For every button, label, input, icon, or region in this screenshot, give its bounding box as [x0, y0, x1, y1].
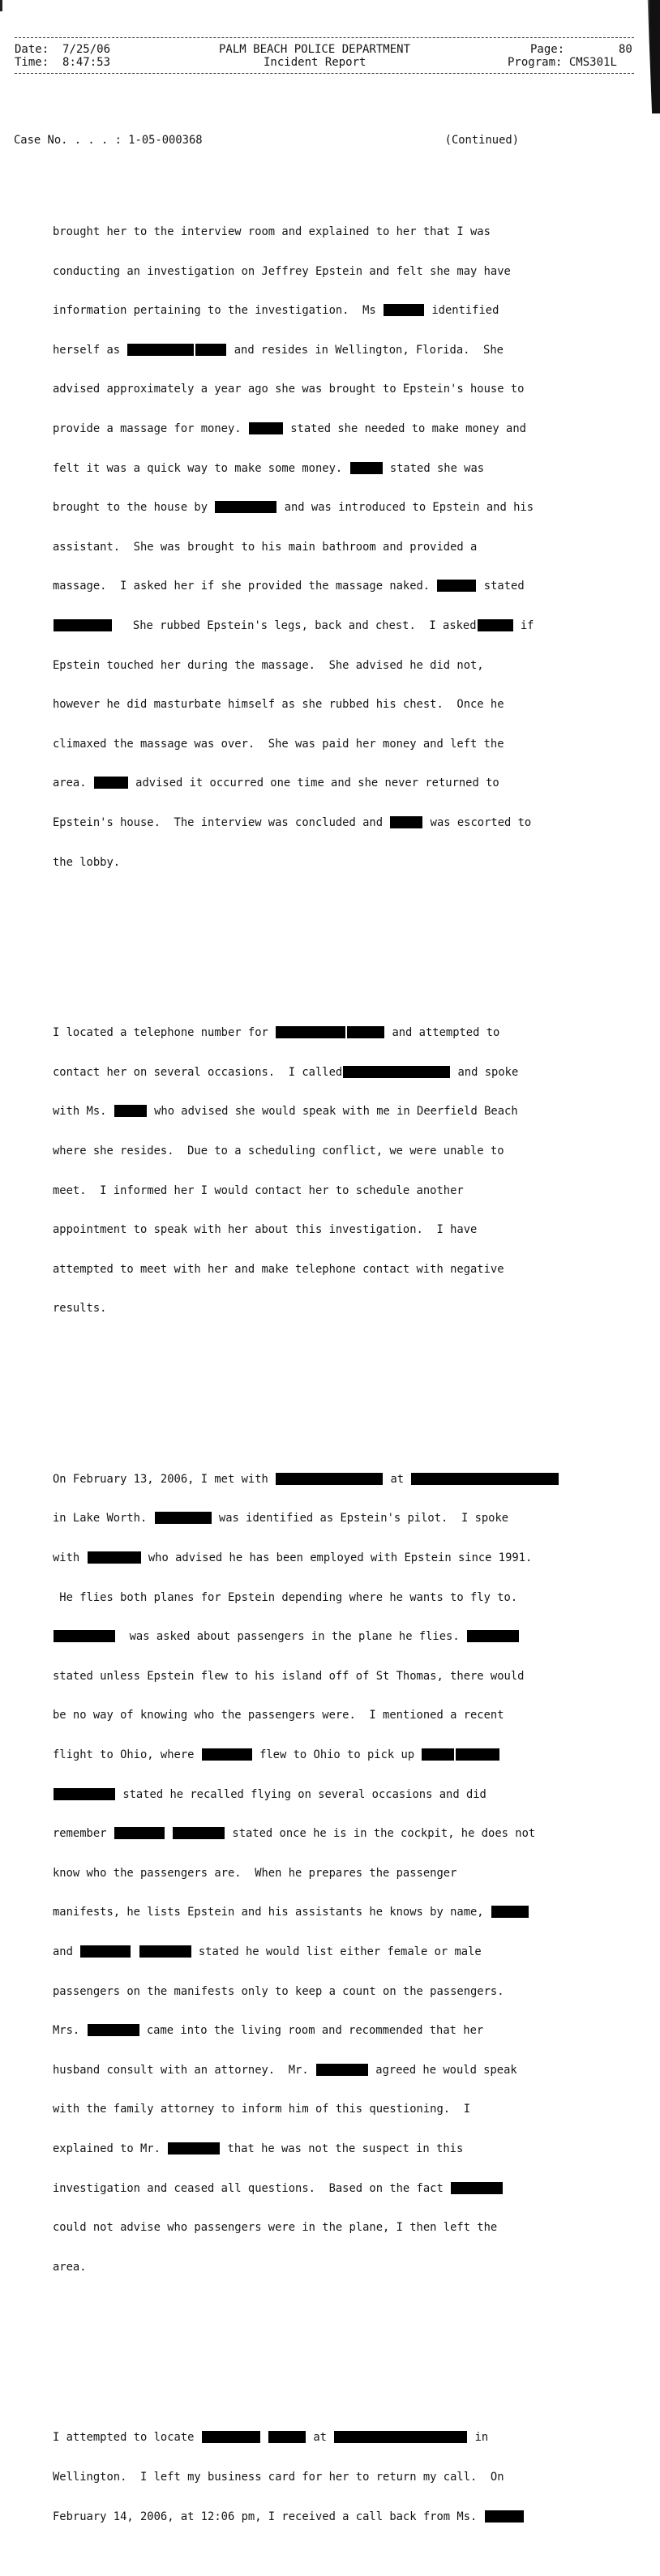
redaction-block — [485, 2510, 524, 2523]
redaction-block — [343, 1066, 450, 1078]
date-value: 7/25/06 — [62, 43, 111, 56]
redaction-block — [168, 2142, 220, 2155]
redaction-block — [350, 462, 383, 474]
redaction-block — [114, 1105, 147, 1117]
header-top-rule — [15, 37, 634, 38]
paragraph-3 — [14, 1446, 559, 2300]
report-body — [14, 94, 559, 2576]
text-line: explained to Mr. that he was not the suspect in this — [53, 2142, 464, 2155]
text-line: in Lake Worth. was identified as Epstein's pilot. I spoke — [53, 1512, 509, 1525]
redaction-block — [491, 1906, 529, 1918]
text-line: be no way of knowing who the passengers were. I mentioned a recent — [53, 1709, 504, 1722]
redaction-block — [94, 777, 128, 789]
text-line: massage. I asked her if she provided the massage naked. stated — [53, 580, 525, 593]
redaction-block — [80, 1945, 131, 1958]
text-line: husband consult with an attorney. Mr. agreed he would speak — [53, 2063, 517, 2077]
scan-corner-mark — [0, 0, 2, 11]
text-line: with the family attorney to inform him of this questioning. I — [53, 2103, 470, 2116]
text-line: remember stated once he is in the cockpit, he does not — [53, 1827, 536, 1841]
redaction-block — [249, 422, 283, 434]
time-label: Time: — [15, 56, 49, 69]
case-line — [14, 134, 559, 147]
header-bottom-rule — [15, 73, 634, 74]
redaction-block — [195, 344, 226, 356]
redaction-block — [384, 304, 424, 316]
time-row — [15, 55, 110, 70]
redaction-block — [422, 1748, 454, 1761]
text-line: On February 13, 2006, I met with at — [53, 1473, 559, 1486]
text-line: felt it was a quick way to make some money. stated she was — [53, 461, 485, 475]
redaction-block — [139, 1945, 191, 1958]
text-line: February 14, 2006, at 12:06 pm, I received a call back from Ms. — [53, 2510, 559, 2523]
text-line: Epstein's house. The interview was concluded and was escorted to — [53, 815, 532, 829]
redaction-block — [467, 1630, 519, 1642]
text-line: meet. I informed her I would contact her to schedule another — [53, 1183, 464, 1197]
text-line: with Ms. who advised she would speak with me in Deerfield Beach — [53, 1105, 518, 1119]
redaction-block — [54, 1788, 115, 1800]
text-line: results. — [53, 1302, 107, 1316]
text-line: conducting an investigation on Jeffrey Epstein and felt she may have — [53, 264, 511, 278]
redaction-block — [202, 2431, 260, 2443]
text-line: was asked about passengers in the plane he flies. — [53, 1630, 559, 1643]
program-value: CMS301L — [568, 56, 617, 69]
redaction-block — [54, 1630, 115, 1642]
text-line: climaxed the massage was over. She was paid her money and left the — [53, 737, 504, 751]
continued-status: (Continued) — [444, 133, 520, 147]
text-line: investigation and ceased all questions. Based on the fact — [53, 2182, 559, 2195]
redaction-block — [155, 1512, 212, 1524]
text-line: brought her to the interview room and explained to her that I was — [53, 225, 491, 239]
text-line: passengers on the manifests only to keep a count on the passengers. — [53, 1984, 504, 1998]
scan-edge-shadow — [645, 0, 660, 113]
text-line: and stated he would list either female or male — [53, 1945, 482, 1959]
text-line: appointment to speak with her about this investigation. I have — [53, 1223, 478, 1237]
program-row — [508, 55, 617, 70]
text-line: area. — [53, 2260, 87, 2274]
redaction-block — [215, 501, 276, 513]
text-line: Wellington. I left my business card for her to return my call. On — [53, 2470, 504, 2484]
redaction-block — [456, 1748, 499, 1761]
redaction-block — [334, 2431, 467, 2443]
redaction-block — [202, 1748, 252, 1761]
redaction-block — [390, 816, 422, 828]
program-label: Program: — [508, 56, 563, 69]
text-line: brought to the house by and was introduced to Epstein and his — [53, 501, 534, 515]
redaction-block — [54, 619, 112, 631]
redaction-block — [268, 2431, 306, 2443]
redaction-block — [347, 1026, 384, 1038]
text-line: flight to Ohio, where flew to Ohio to pick up — [53, 1748, 559, 1761]
paragraph-4 — [14, 2405, 559, 2549]
date-label: Date: — [15, 43, 49, 56]
text-line: She rubbed Epstein's legs, back and chest. I asked if — [53, 619, 559, 632]
text-line: contact her on several occasions. I called and spoke — [53, 1065, 519, 1079]
redaction-block — [478, 619, 513, 631]
text-line: Epstein touched her during the massage. She advised he did not, — [53, 658, 484, 672]
redaction-block — [437, 580, 476, 592]
report-type: Incident Report — [264, 56, 366, 69]
text-line: herself as and resides in Wellington, Florida. She — [53, 343, 504, 357]
text-line: know who the passengers are. When he prepares the passenger — [53, 1866, 457, 1880]
redaction-block — [316, 2064, 368, 2076]
page-label: Page: — [530, 43, 565, 56]
time-value: 8:47:53 — [62, 56, 111, 69]
paragraph-1 — [14, 199, 559, 896]
text-line: information pertaining to the investigation. Ms identified — [53, 304, 499, 318]
text-line: the lobby. — [53, 855, 121, 869]
agency-name: PALM BEACH POLICE DEPARTMENT — [219, 43, 411, 56]
redaction-block — [173, 1827, 225, 1839]
text-line: stated unless Epstein flew to his island off of St Thomas, there would — [53, 1669, 525, 1683]
text-line: advised approximately a year ago she was brought to Epstein's house to — [53, 383, 525, 396]
text-line: area. advised it occurred one time and she never returned to — [53, 777, 499, 790]
text-line: however he did masturbate himself as she rubbed his chest. Once he — [53, 698, 504, 712]
text-line: He flies both planes for Epstein depending where he wants to fly to. — [53, 1590, 518, 1604]
text-line: where she resides. Due to a scheduling conflict, we were unable to — [53, 1144, 504, 1157]
redaction-block — [88, 1551, 141, 1564]
case-number: Case No. . . . : 1-05-000368 — [14, 133, 203, 147]
redaction-block — [411, 1473, 559, 1485]
text-line: I located a telephone number for and attempted to — [53, 1026, 500, 1040]
text-line: assistant. She was brought to his main bathroom and provided a — [53, 540, 478, 554]
text-line: with who advised he has been employed with Epstein since 1991. — [53, 1551, 533, 1565]
redaction-block — [451, 2182, 503, 2194]
text-line: attempted to meet with her and make telephone contact with negative — [53, 1262, 504, 1276]
redaction-block — [114, 1827, 165, 1839]
redaction-block — [127, 344, 194, 356]
text-line: I attempted to locate at in — [53, 2431, 489, 2445]
redaction-block — [88, 2024, 139, 2036]
text-line: manifests, he lists Epstein and his assistants he knows by name, — [53, 1906, 559, 1919]
redaction-block — [276, 1473, 383, 1485]
text-line: Mrs. came into the living room and recommended that her — [53, 2024, 484, 2038]
text-line: could not advise who passengers were in the plane, I then left the — [53, 2221, 498, 2235]
redaction-block — [276, 1026, 345, 1038]
page-number: 80 — [619, 43, 632, 56]
paragraph-2 — [14, 1000, 559, 1341]
text-line: provide a massage for money. stated she needed to make money and — [53, 421, 526, 435]
text-line: stated he recalled flying on several occasions and did — [53, 1788, 559, 1801]
